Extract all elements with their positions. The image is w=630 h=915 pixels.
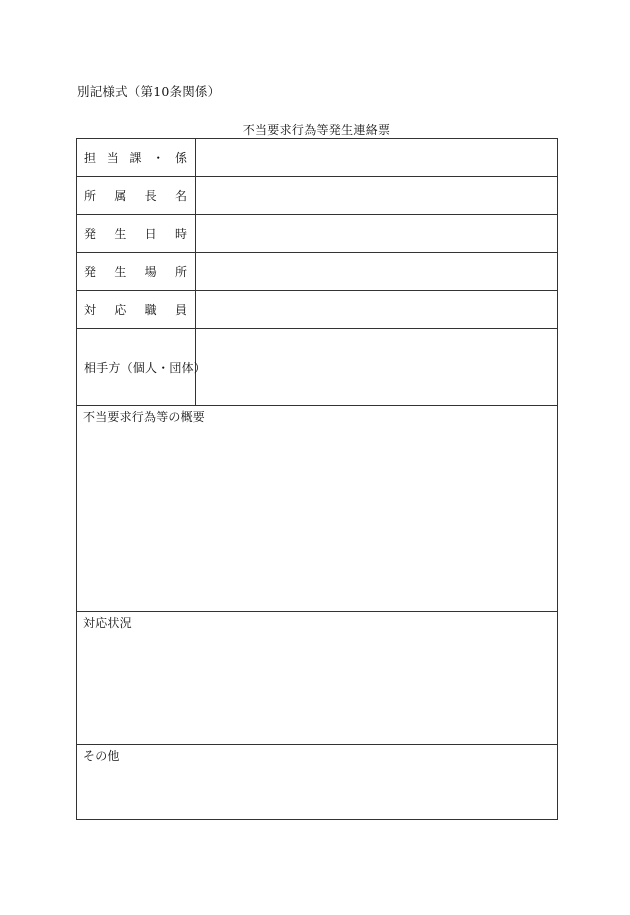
row-occurrence-place: [77, 253, 558, 291]
row-other: [77, 745, 558, 820]
department-field[interactable]: [196, 139, 558, 177]
other-field[interactable]: [77, 745, 558, 820]
row-department: [77, 139, 558, 177]
response-status-field[interactable]: [77, 612, 558, 745]
manager-name-field[interactable]: [196, 177, 558, 215]
row-counterparty: [77, 329, 558, 406]
counterparty-field[interactable]: [196, 329, 558, 406]
incident-summary-label: 不当要求行為等の概要: [83, 410, 206, 424]
row-responding-staff: [77, 291, 558, 329]
row-occurrence-datetime: [77, 215, 558, 253]
occurrence-place-field[interactable]: [196, 253, 558, 291]
occurrence-place-label: 発 生 場 所: [77, 253, 196, 291]
row-response-status: [77, 612, 558, 745]
manager-name-label: 所 属 長 名: [77, 177, 196, 215]
row-incident-summary: [77, 406, 558, 612]
row-manager-name: [77, 177, 558, 215]
report-form-table: [76, 138, 558, 820]
responding-staff-field[interactable]: [196, 291, 558, 329]
occurrence-datetime-field[interactable]: [196, 215, 558, 253]
department-label: 担 当 課 ・ 係: [77, 139, 196, 177]
incident-summary-field[interactable]: [77, 406, 558, 612]
form-reference-note: 別記様式（第10条関係）: [77, 84, 221, 99]
form-title: 不当要求行為等発生連絡票: [242, 123, 391, 137]
other-label: その他: [83, 749, 120, 763]
response-status-label: 対応状況: [83, 616, 132, 630]
occurrence-datetime-label: 発 生 日 時: [77, 215, 196, 253]
responding-staff-label: 対 応 職 員: [77, 291, 196, 329]
counterparty-label: 相手方（個人・団体）: [77, 329, 196, 406]
